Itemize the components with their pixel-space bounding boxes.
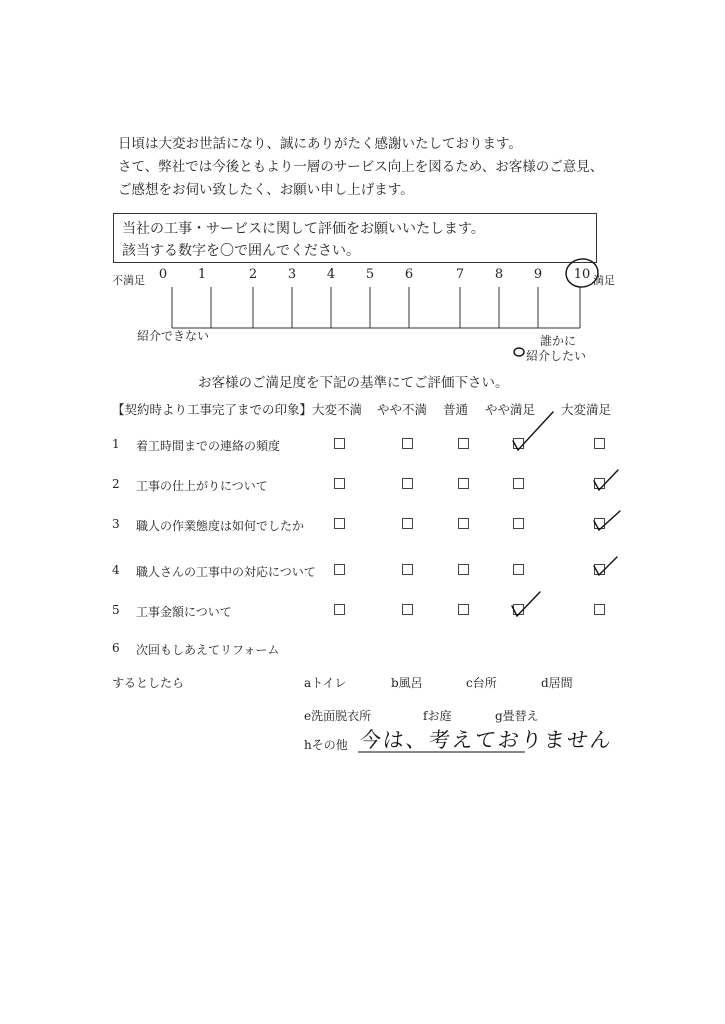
scale-number-6[interactable]: 6 [404,267,414,282]
scale-number-3[interactable]: 3 [287,267,297,282]
scale-number-2[interactable]: 2 [248,267,258,282]
reform-text-2: するとしたら [112,676,185,690]
reform-number: 6 [112,641,120,655]
dissatisfied-label: 不満足 [112,274,145,287]
reform-text-1: 次回もしあえてリフォーム [136,643,280,657]
column-very-dissatisfied: 大変不満 [312,402,363,417]
check-mark-q5 [512,592,540,616]
cannot-recommend-label: 紹介できない [137,329,210,343]
option-other-label: hその他 [304,738,348,752]
option-living-room[interactable]: d居間 [541,676,573,690]
recommend-label-1: 誰かに [540,334,577,348]
option-washroom[interactable]: e洗面脱衣所 [304,709,372,723]
check-mark-q3 [594,511,620,530]
question-text: 職人さんの工事中の対応について [136,565,316,579]
column-somewhat-dissatisfied: やや不満 [377,402,428,417]
satisfaction-title: お客様のご満足度を下記の基準にてご評価下さい。 [198,375,509,391]
satisfied-label: 満足 [593,274,615,287]
scale-number-8[interactable]: 8 [494,267,504,282]
scale-number-5[interactable]: 5 [365,267,375,282]
section-label: 【契約時より工事完了までの印象】 [112,402,313,417]
option-tatami[interactable]: g畳替え [495,709,539,723]
question-number: 5 [112,603,120,617]
scale-number-7[interactable]: 7 [455,267,465,282]
question-number: 1 [112,437,120,451]
question-number: 2 [112,477,120,491]
scale-number-1[interactable]: 1 [197,267,207,282]
question-number: 4 [112,563,120,577]
option-garden[interactable]: fお庭 [423,709,452,723]
option-bath[interactable]: b風呂 [391,676,423,690]
question-text: 工事金額について [136,605,232,619]
intro-line-1: 日頃は大変お世話になり、誠にありがたく感謝いたしております。 [118,136,522,152]
column-neutral: 普通 [443,402,469,417]
scale-number-4[interactable]: 4 [326,267,336,282]
rating-instruction-1: 当社の工事・サービスに関して評価をお願いいたします。 [122,221,485,237]
question-text: 職人の作業態度は如何でしたか [136,519,305,533]
recommend-label-2: 紹介したい [526,349,587,363]
check-mark-q4 [594,557,617,575]
scale-number-0[interactable]: 0 [158,267,168,282]
column-very-satisfied: 大変満足 [561,402,612,417]
intro-line-2: さて、弊社では今後ともより一層のサービス向上を図るため、お客様のご意見、 [118,159,604,175]
other-handwritten-answer[interactable]: 今は、考えておりません [358,728,615,752]
scale-number-9[interactable]: 9 [533,267,543,282]
rating-instruction-2: 該当する数字を〇で囲んでください。 [122,243,360,259]
intro-line-3: ご感想をお伺い致したく、お願い申し上げます。 [118,182,414,198]
question-number: 3 [112,517,120,531]
question-text: 着工時間までの連絡の頻度 [136,439,281,453]
question-text: 工事の仕上がりについて [136,479,268,493]
option-kitchen[interactable]: c台所 [466,676,497,690]
scale-number-10[interactable]: 10 [573,267,591,282]
option-toilet[interactable]: aトイレ [304,676,347,690]
column-somewhat-satisfied: やや満足 [485,402,536,417]
check-mark-q1 [513,412,553,450]
check-mark-q2 [594,470,618,490]
